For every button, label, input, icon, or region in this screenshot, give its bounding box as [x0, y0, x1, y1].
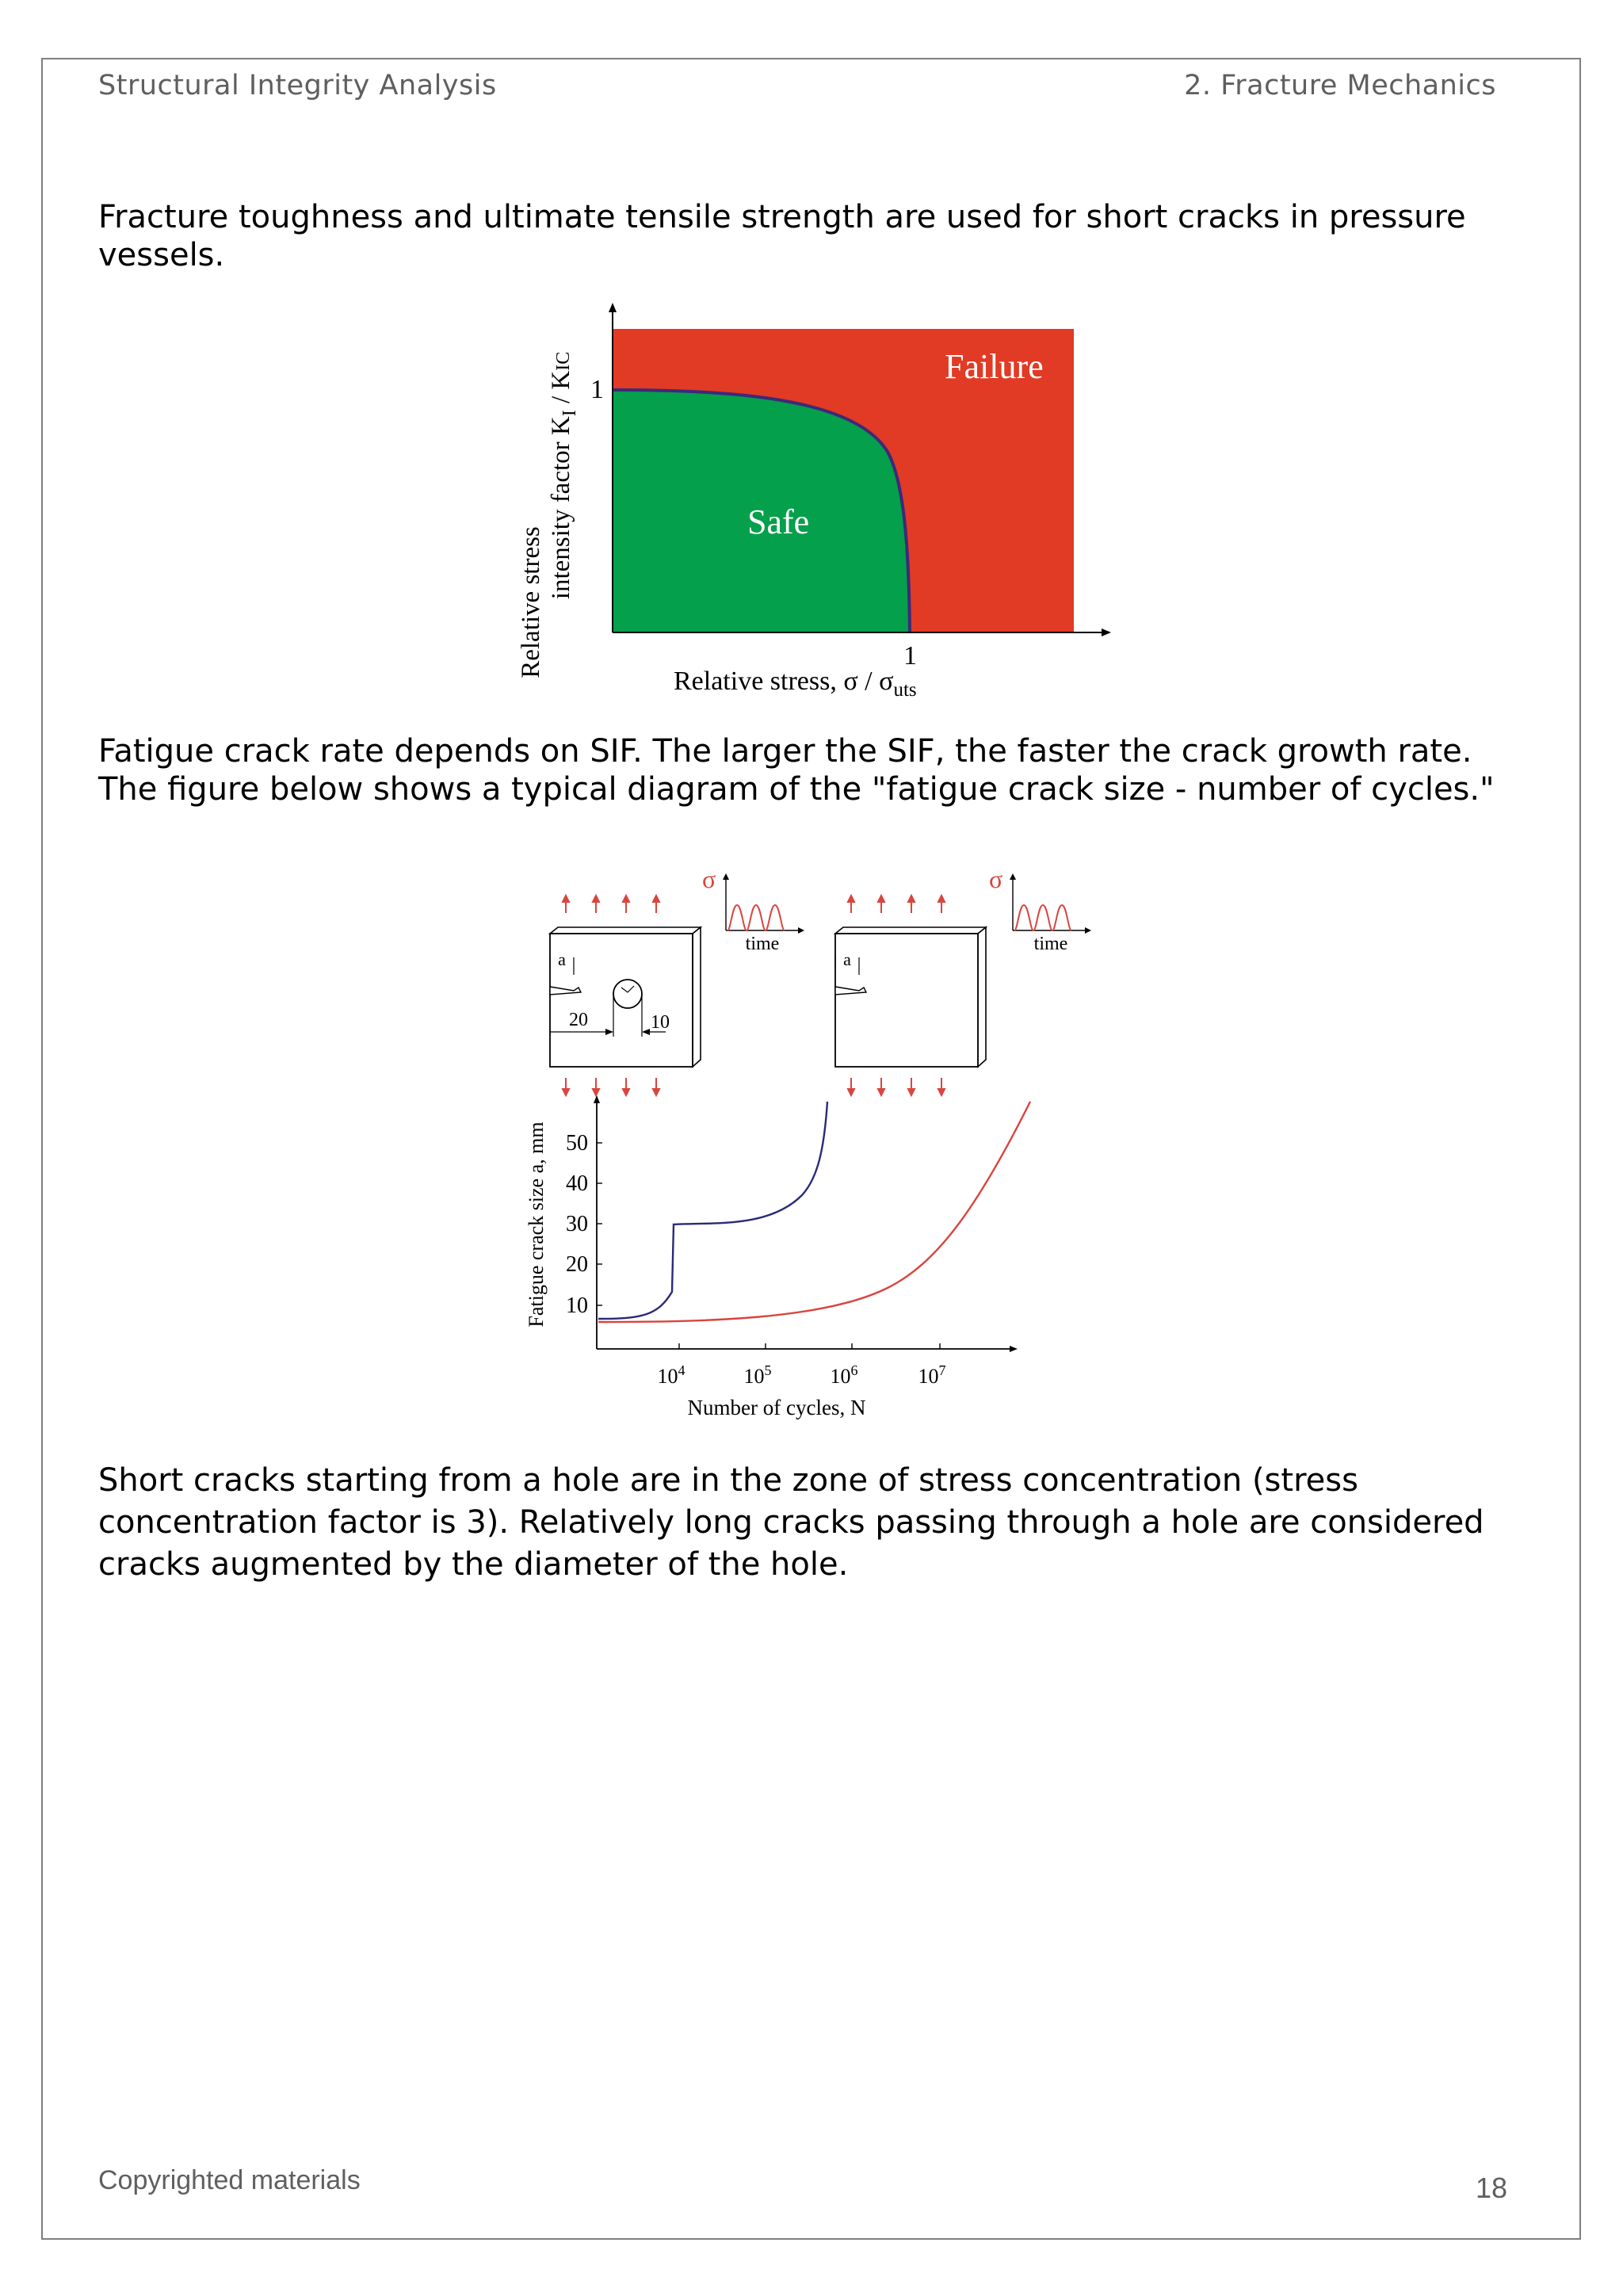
crack-label-left: a [558, 949, 566, 969]
y-axis-arrow [609, 303, 617, 312]
failure-assessment-diagram [507, 301, 1117, 705]
footer-copyright: Copyrighted materials [98, 2165, 361, 2195]
y-tick-10: 10 [566, 1293, 588, 1318]
graph-x-label: Number of cycles, N [687, 1396, 866, 1419]
safe-label: Safe [747, 502, 810, 541]
curve-plain-specimen [598, 1102, 1030, 1322]
x-tick-1: 1 [903, 641, 917, 670]
dim-10: 10 [651, 1012, 670, 1033]
graph-y-label: Fatigue crack size a, mm [525, 1121, 548, 1328]
failure-label: Failure [945, 347, 1044, 386]
y-tick-1: 1 [590, 375, 604, 404]
paragraph-2: Fatigue crack rate depends on SIF. The larger the SIF, the faster the crack growth rate. The figure below shows a typical diagram of the "fatigue crack size - number of cycles." [98, 733, 1495, 808]
sigma-right: σ [989, 865, 1003, 893]
y-tick-30: 30 [566, 1212, 588, 1236]
page-number: 18 [1475, 2172, 1507, 2204]
x-tick-1e6: $10^6$ [830, 1362, 858, 1388]
y-tick-50: 50 [566, 1131, 588, 1156]
paragraph-3: Short cracks starting from a hole are in the zone of stress concentration (stress concentration factor is 3). Relatively long cracks passing through a hole are considered cracks augmented by the diameter of the hole. [98, 1462, 1484, 1583]
graph-x-arrow [1010, 1346, 1018, 1352]
x-tick-1e5: $10^5$ [743, 1362, 772, 1388]
time-label-left: time [745, 934, 780, 954]
stress-time-inset-left [702, 865, 804, 954]
fatigue-crack-diagram [507, 864, 1117, 1435]
x-axis-label: Relative stress, σ / $\sigma_{uts}$ [674, 667, 917, 701]
x-axis-arrow [1102, 628, 1111, 636]
hole [613, 980, 642, 1008]
curve-hole-specimen [598, 1102, 827, 1319]
dim-20: 20 [569, 1010, 588, 1030]
graph-y-arrow [594, 1095, 600, 1103]
x-axis-label-sub: uts [893, 679, 917, 701]
sigma-left: σ [702, 865, 716, 893]
y-tick-40: 40 [566, 1171, 588, 1196]
x-tick-1e7: $10^7$ [918, 1362, 946, 1388]
crack-label-right: a [843, 949, 851, 969]
time-label-right: time [1033, 934, 1068, 954]
specimen-plain [835, 927, 986, 1067]
y-axis-label-line1: Relative stress [517, 526, 545, 678]
header-title: Structural Integrity Analysis [98, 70, 497, 101]
stress-time-inset-right [989, 865, 1091, 954]
paragraph-1: Fracture toughness and ultimate tensile strength are used for short cracks in pressure vessels. [98, 199, 1466, 273]
y-axis-label-line2: intensity factor $K_I$ / KIC [547, 351, 580, 600]
header-chapter: 2. Fracture Mechanics [1184, 70, 1496, 101]
y-tick-20: 20 [566, 1252, 588, 1277]
x-tick-1e4: $10^4$ [657, 1362, 685, 1388]
specimen-with-hole [550, 927, 701, 1067]
